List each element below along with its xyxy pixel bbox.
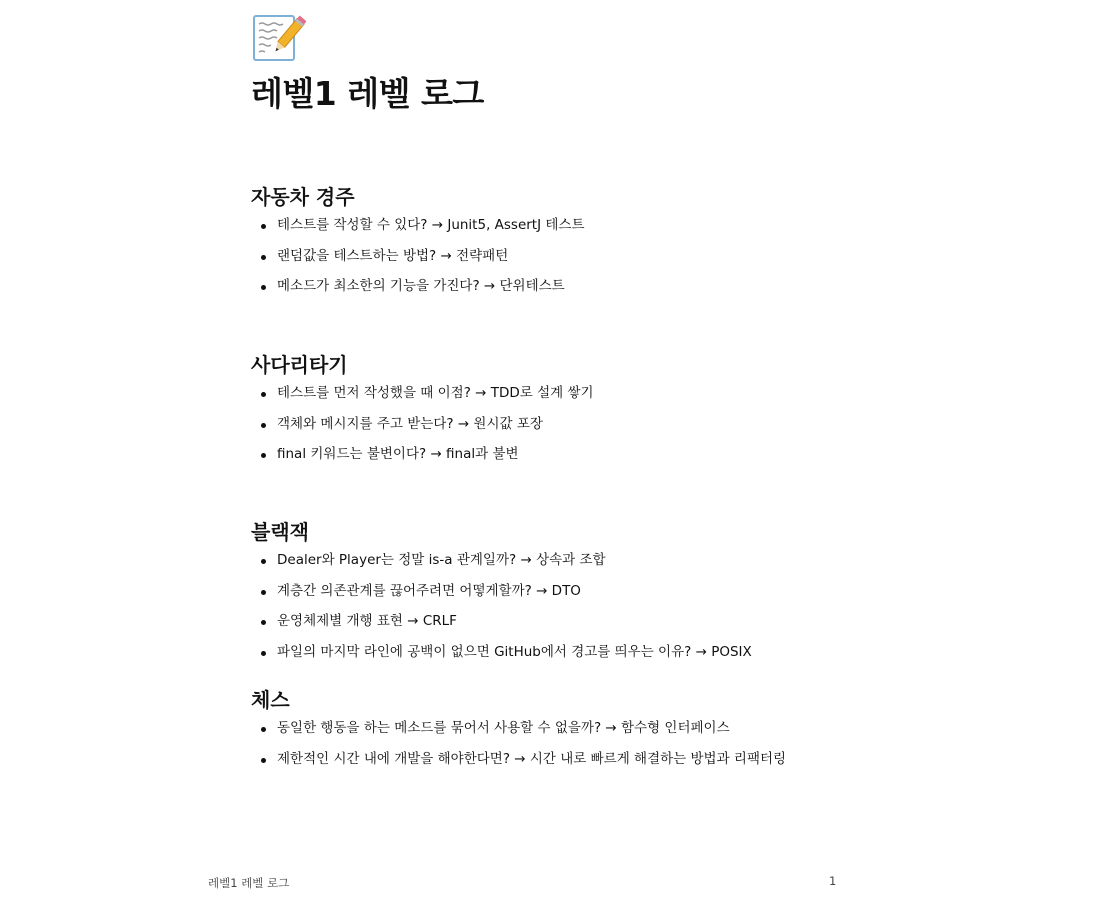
section-heading: 사다리타기 (251, 353, 348, 377)
list-item: 객체와 메시지를 주고 받는다? → 원시값 포장 (251, 414, 787, 435)
page-title: 레벨1 레벨 로그 (251, 74, 484, 113)
memo-pencil-icon (252, 12, 306, 66)
list-item: 운영체제별 개행 표현 → CRLF (251, 611, 787, 632)
section-car-racing (251, 183, 811, 307)
list-item: 파일의 마지막 라인에 공백이 없으면 GitHub에서 경고를 띄우는 이유? → POSIX (251, 642, 787, 663)
footer-document-title: 레벨1 레벨 로그 (208, 876, 290, 890)
list-item: 테스트를 작성할 수 있다? → Junit5, AssertJ 테스트 (251, 215, 787, 236)
section-chess (251, 686, 811, 779)
bullet-list (251, 550, 811, 663)
list-item: 테스트를 먼저 작성했을 때 이점? → TDD로 설계 쌓기 (251, 383, 787, 404)
section-heading: 자동차 경주 (251, 185, 355, 209)
section-heading: 블랙잭 (251, 520, 309, 544)
bullet-list (251, 215, 811, 297)
list-item: final 키워드는 불변이다? → final과 불변 (251, 444, 787, 465)
bullet-list (251, 718, 811, 770)
footer-page-number: 1 (829, 874, 837, 888)
list-item: 동일한 행동을 하는 메소드를 묶어서 사용할 수 없을까? → 함수형 인터페이스 (251, 718, 787, 739)
list-item: 랜덤값을 테스트하는 방법? → 전략패턴 (251, 246, 787, 267)
list-item: 계층간 의존관계를 끊어주려면 어떻게할까? → DTO (251, 581, 787, 602)
list-item: Dealer와 Player는 정말 is-a 관계일까? → 상속과 조합 (251, 550, 787, 571)
list-item: 제한적인 시간 내에 개발을 해야한다면? → 시간 내로 빠르게 해결하는 방법과 리팩터링 (251, 749, 787, 770)
section-heading: 체스 (251, 688, 290, 712)
list-item: 메소드가 최소한의 기능을 가진다? → 단위테스트 (251, 276, 787, 297)
section-blackjack (251, 518, 811, 672)
bullet-list (251, 383, 811, 465)
section-ladder-game (251, 351, 811, 475)
